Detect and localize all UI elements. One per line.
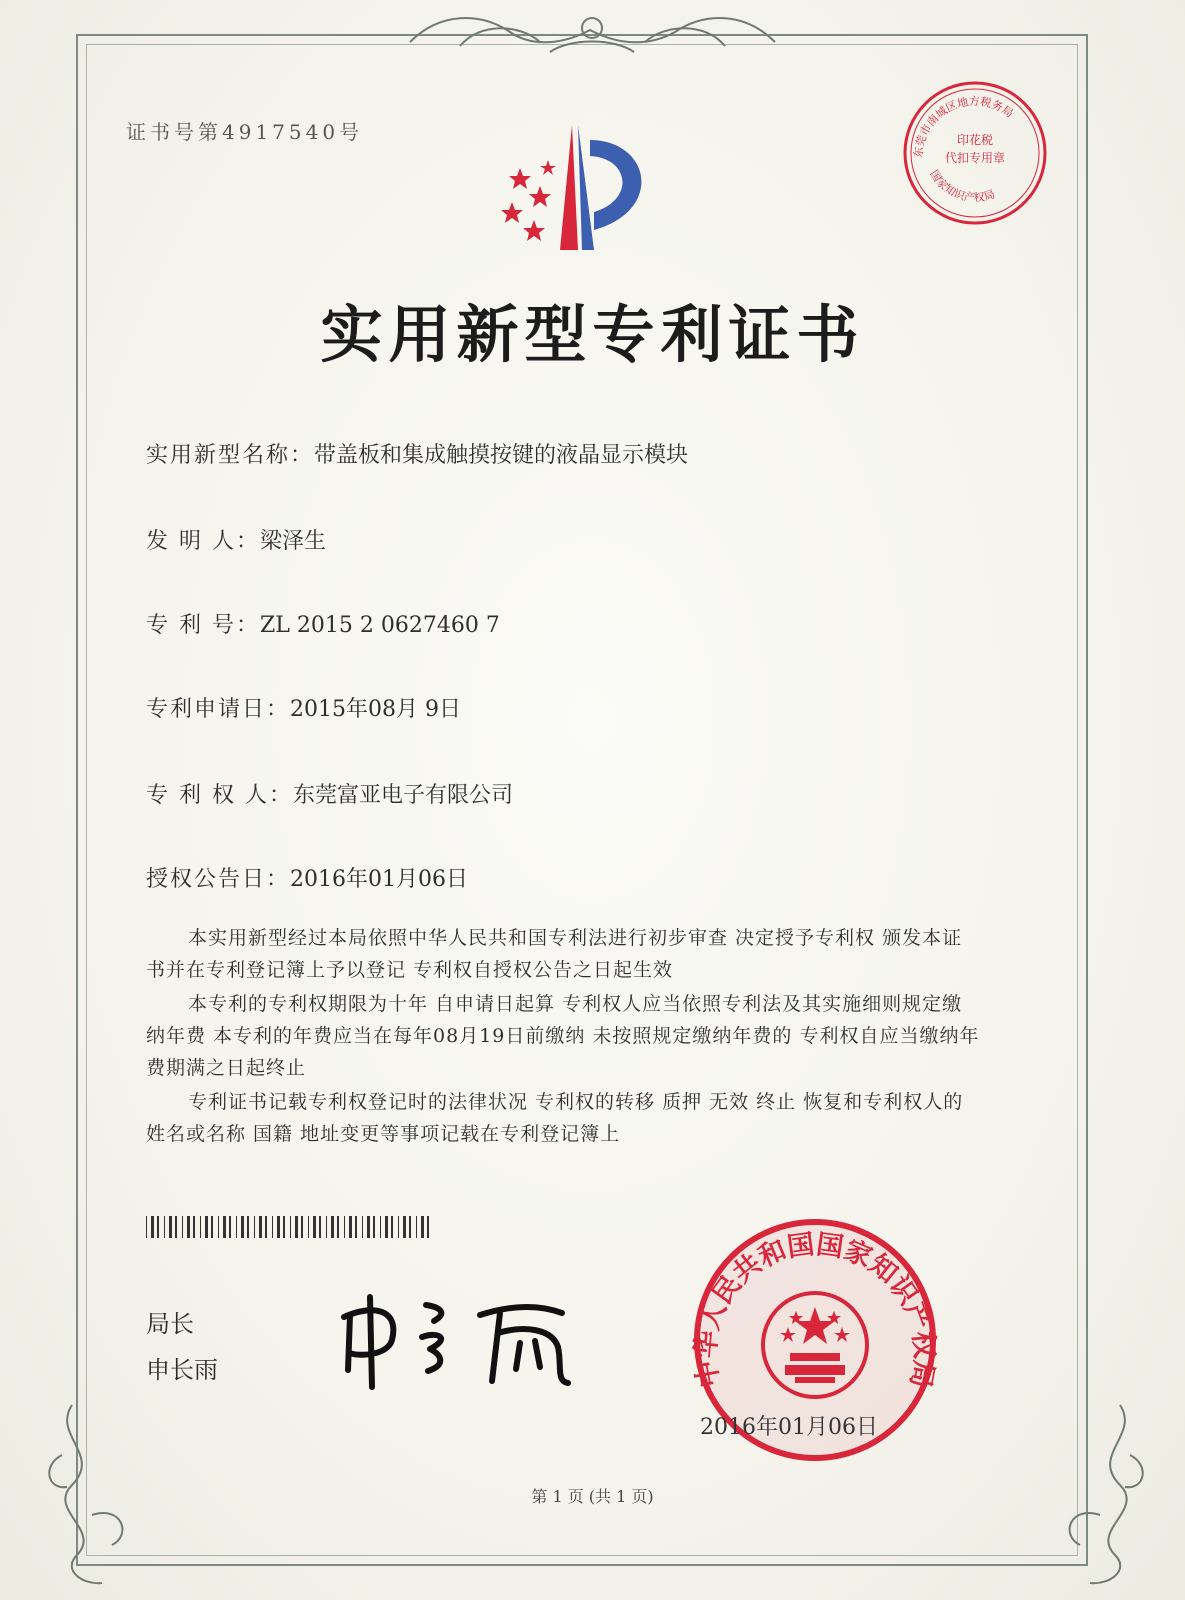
barcode-bar [182, 1216, 183, 1238]
barcode-bar [308, 1216, 309, 1238]
seal-date: 2016年01月06日 [700, 1415, 878, 1440]
barcode-bar [187, 1216, 190, 1238]
certificate-title: 实用新型专利证书 [320, 298, 865, 371]
barcode-bar [205, 1216, 208, 1238]
filing-date-field [146, 692, 461, 723]
barcode-bar [272, 1216, 273, 1238]
barcode-bar [313, 1216, 316, 1238]
barcode-bar [241, 1216, 244, 1238]
body-paragraph: 专利证书记载专利权登记时的法律状况 专利权的转移 质押 无效 终止 恢复和专利权人的姓名或名称 国籍 地址变更等事项记载在专利登记簿上 [146, 1091, 964, 1145]
utility-model-name-value: 带盖板和集成触摸按键的液晶显示模块 [314, 443, 689, 468]
barcode-bar [355, 1216, 357, 1238]
barcode-bar [344, 1216, 345, 1238]
inventor-field [146, 524, 326, 555]
barcode-bar [211, 1216, 213, 1238]
barcode-bar [373, 1216, 375, 1238]
barcode-bar [416, 1216, 417, 1238]
barcode-bar [175, 1216, 177, 1238]
filing-date-label: 专利申请日： [146, 697, 291, 722]
patent-number-label: 专 利 号： [146, 613, 260, 638]
cnipa-logo-icon [490, 120, 670, 260]
filing-date-value: 2015年08月 9日 [290, 697, 461, 722]
barcode-bar [193, 1216, 195, 1238]
inventor-value: 梁泽生 [260, 529, 327, 554]
utility-model-name-label: 实用新型名称： [146, 443, 315, 468]
barcode-bar [409, 1216, 411, 1238]
small-seal-center-top: 印花税 [956, 133, 994, 147]
body-paragraph: 本专利的专利权期限为十年 自申请日起算 专利权人应当依照专利法及其实施细则规定缴纳年费 本专利的年费应当在每年08月19日前缴纳 未按照规定缴纳年费的 专利权自应当缴纳年费期满之日起终止 [146, 993, 980, 1079]
barcode-bar [290, 1216, 291, 1238]
barcode-bar [151, 1216, 154, 1238]
patentee-value: 东莞富亚电子有限公司 [292, 783, 513, 808]
small-seal-top-text: 东莞市南城区地方税务局 [911, 94, 1016, 159]
barcode-bar [326, 1216, 327, 1238]
barcode-bar [421, 1216, 424, 1238]
barcode-bar [367, 1216, 370, 1238]
director-signature [330, 1285, 580, 1395]
director-title: 局长 [146, 1310, 194, 1338]
barcode-bar [277, 1216, 280, 1238]
body-paragraph: 本实用新型经过本局依照中华人民共和国专利法进行初步审查 决定授予专利权 颁发本证书并在专利登记簿上予以登记 专利权自授权公告之日起生效 [146, 927, 963, 981]
barcode-bar [385, 1216, 388, 1238]
certificate-body-text [146, 922, 982, 1152]
grant-date-field [146, 862, 468, 893]
barcode-bar [391, 1216, 393, 1238]
barcode-bar [337, 1216, 339, 1238]
barcode-bar [247, 1216, 249, 1238]
barcode-bar [157, 1216, 159, 1238]
patent-number-field [146, 608, 500, 639]
small-seal-center-bottom: 代扣专用章 [944, 151, 1006, 165]
patentee-field [146, 778, 513, 809]
certificate-number: 证书号第4917540号 [126, 120, 364, 144]
barcode-bar [301, 1216, 303, 1238]
barcode-bar [331, 1216, 334, 1238]
patent-number-value: ZL 2015 2 0627460 7 [260, 613, 500, 638]
barcode-bar [295, 1216, 298, 1238]
barcode-bar [164, 1216, 165, 1238]
page-number: 第 1 页 (共 1 页) [531, 1487, 654, 1506]
barcode-bar [283, 1216, 285, 1238]
barcode-bar [169, 1216, 172, 1238]
barcode-bar [254, 1216, 255, 1238]
barcode-bar [236, 1216, 237, 1238]
barcode-bar [218, 1216, 219, 1238]
top-floral-ornament-icon [400, 2, 785, 66]
barcode-bar [319, 1216, 321, 1238]
barcode [146, 1216, 436, 1238]
barcode-bar [200, 1216, 201, 1238]
barcode-bar [265, 1216, 267, 1238]
barcode-bar [223, 1216, 226, 1238]
barcode-bar [403, 1216, 406, 1238]
utility-model-name-field [146, 438, 688, 469]
barcode-bar [362, 1216, 363, 1238]
barcode-bar [380, 1216, 381, 1238]
barcode-bar [259, 1216, 262, 1238]
director-name: 申长雨 [146, 1356, 218, 1384]
barcode-bar [427, 1216, 429, 1238]
patentee-label: 专 利 权 人： [146, 783, 293, 808]
inventor-label: 发 明 人： [146, 529, 260, 554]
grant-date-label: 授权公告日： [146, 867, 291, 892]
barcode-bar [398, 1216, 399, 1238]
grant-date-value: 2016年01月06日 [290, 867, 468, 892]
small-seal-bottom-text: 国家知识产权局 [927, 167, 997, 205]
tax-stamp-seal [900, 78, 1050, 228]
barcode-bar [229, 1216, 231, 1238]
barcode-bar [146, 1216, 147, 1238]
seal-arc-text: 中华人民共和国国家知识产权局 [690, 1229, 940, 1391]
barcode-bar [349, 1216, 352, 1238]
